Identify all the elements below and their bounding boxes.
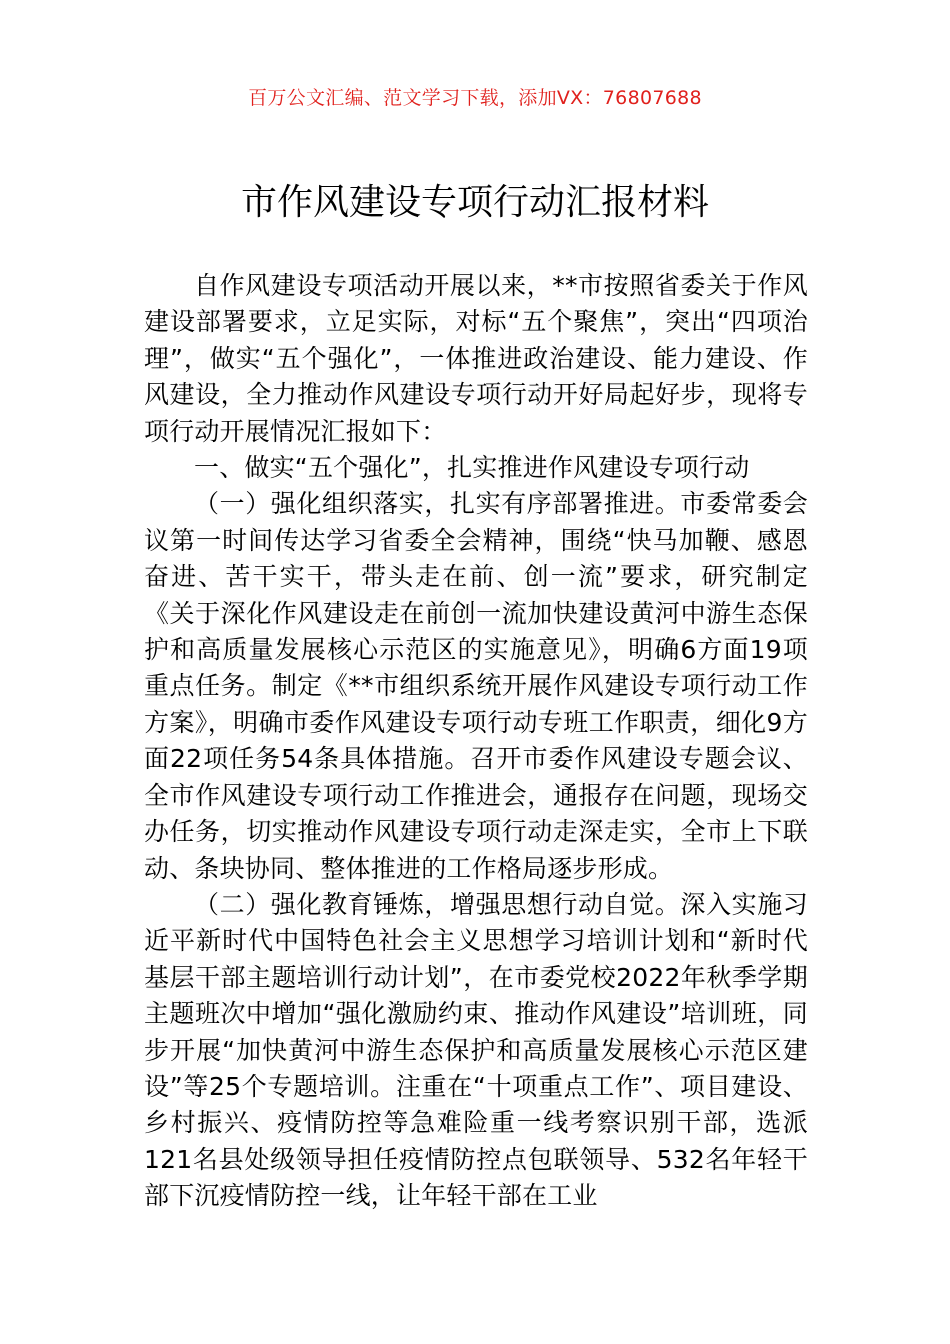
paragraph-education: （二）强化教育锤炼，增强思想行动自觉。深入实施习近平新时代中国特色社会主义思想学习培训计划和“新时代基层干部主题培训行动计划”，在市委党校2022年秋季学期主题班次中增加“强化激励约束、推动作风建设”培训班，同步开展“加快黄河中游生态保护和高质量发展核心示范区建设”等25个专题培训。注重在“十项重点工作”、项目建设、乡村振兴、疫情防控等急难险重一线考察识别干部，选派121名县处级领导担任疫情防控点包联领导、532名年轻干部下沉疫情防控一线，让年轻干部在工业 — [144, 889, 808, 1211]
intro-paragraph: 自作风建设专项活动开展以来，**市按照省委关于作风建设部署要求，立足实际，对标“五个聚焦”，突出“四项治理”，做实“五个强化”，一体推进政治建设、能力建设、作风建设，全力推动作风建设专项行动开好局起好步，现将专项行动开展情况汇报如下： — [144, 271, 808, 446]
paragraph-organization: （一）强化组织落实，扎实有序部署推进。市委常委会议第一时间传达学习省委全会精神，围绕“快马加鞭、感恩奋进、苦干实干，带头走在前、创一流”要求，研究制定《关于深化作风建设走在前创一流加快建设黄河中游生态保护和高质量发展核心示范区的实施意见》，明确6方面19项重点任务。制定《**市组织系统开展作风建设专项行动工作方案》，明确市委作风建设专项行动专班工作职责，细化9方面22项任务54条具体措施。召开市委作风建设专题会议、全市作风建设专项行动工作推进会，通报存在问题，现场交办任务，切实推动作风建设专项行动走深走实，全市上下联动、条块协同、整体推进的工作格局逐步形成。 — [144, 489, 808, 883]
document-title: 市作风建设专项行动汇报材料 — [240, 182, 709, 223]
header-watermark-note: 百万公文汇编、范文学习下载，添加VX：76807688 — [248, 87, 702, 109]
section-heading-1: 一、做实“五个强化”，扎实推进作风建设专项行动 — [194, 453, 750, 483]
document-body — [144, 268, 808, 1215]
